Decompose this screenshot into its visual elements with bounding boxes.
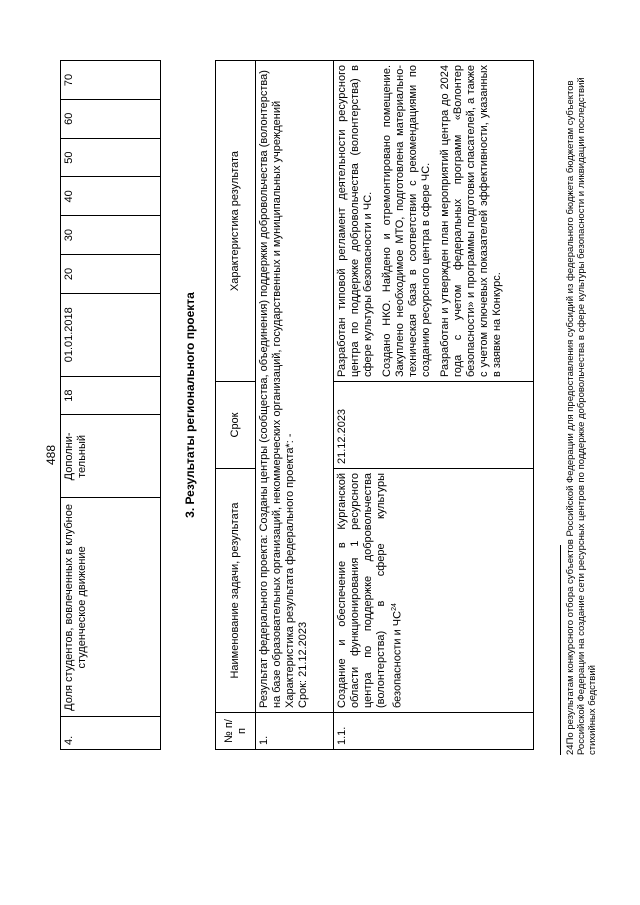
footnote-ref: 24 bbox=[391, 603, 398, 611]
year-value: 20 bbox=[61, 255, 161, 294]
indicator-name: Доля студентов, вовлеченных в клубное студенческое движение bbox=[61, 498, 161, 717]
table-row bbox=[256, 61, 334, 750]
result-characteristic-cell bbox=[334, 61, 534, 382]
page-number: 488 bbox=[44, 444, 58, 466]
base-date: 01.01.2018 bbox=[61, 293, 161, 376]
header-num: № п/п bbox=[216, 713, 256, 750]
year-value: 70 bbox=[61, 61, 161, 100]
header-characteristic: Характеристика результата bbox=[216, 61, 256, 382]
indicator-type: Дополни-тельный bbox=[61, 415, 161, 498]
footnote: 24По результатам конкурсного отбора субъектов Российской Федерации для предоставления субсидий из федерального бюджета бюджетам субъектов Российской Федерации на создание сети ресурсных центров по поддержке добровольчества в сфере культуры безопасности и ликвидации последствий стихийных бедствий bbox=[565, 77, 598, 755]
year-value: 60 bbox=[61, 99, 161, 138]
row-number: 1. bbox=[256, 713, 334, 750]
row-number: 4. bbox=[61, 717, 161, 750]
year-value: 40 bbox=[61, 177, 161, 216]
table-header-row bbox=[216, 61, 256, 750]
section-title: 3. Результаты регионального проекта bbox=[183, 292, 197, 518]
table-row bbox=[334, 61, 534, 750]
characteristic-item: Создано НКО. Найдено и отремонтировано помещение. Закуплено необходимое МТО, подготовлена материально-техническая база в соответствии с рекомендациями по созданию ресурсного центра в сфере ЧС. bbox=[381, 65, 432, 377]
result-name-cell bbox=[334, 469, 534, 713]
footnote-divider bbox=[560, 545, 561, 755]
header-name: Наименование задачи, результата bbox=[216, 469, 256, 713]
row-number: 1.1. bbox=[334, 713, 534, 750]
result-deadline: 21.12.2023 bbox=[334, 382, 534, 469]
year-value: 30 bbox=[61, 216, 161, 255]
base-value: 18 bbox=[61, 376, 161, 415]
result-name: Создание и обеспечение в Курганской области функционирования 1 ресурсного центра по поддержке добровольчества (волонтерства) в сфере культуры безопасности и ЧС bbox=[336, 473, 404, 708]
federal-result-cell bbox=[256, 61, 334, 713]
characteristic-item: Разработан типовой регламент деятельности ресурсного центра по поддержке добровольчества (волонтерства) в сфере культуры безопасности и ЧС. bbox=[336, 65, 374, 377]
federal-deadline: Срок: 21.12.2023 bbox=[297, 621, 309, 708]
characteristic-item: Разработан и утвержден план мероприятий центра до 2024 года с учетом федеральных программ «Волонтер безопасности» и программы подготовки спасателей, а также с учетом ключевых показателей эффективности, указанных в заявке на Конкурс. bbox=[439, 65, 503, 377]
indicators-table-fragment bbox=[60, 60, 161, 750]
federal-result-text: Результат федерального проекта: Созданы центры (сообщества, объединения) поддержки добровольчества (волонтерства) на базе образовательных организаций, некоммерческих организаций, государственных и муниципальных учреждений bbox=[258, 70, 283, 708]
results-table bbox=[215, 60, 534, 750]
header-deadline: Срок bbox=[216, 382, 256, 469]
federal-characteristic: Характеристика результата федерального проекта*: - bbox=[284, 433, 296, 708]
table-row bbox=[61, 61, 161, 750]
year-value: 50 bbox=[61, 138, 161, 177]
